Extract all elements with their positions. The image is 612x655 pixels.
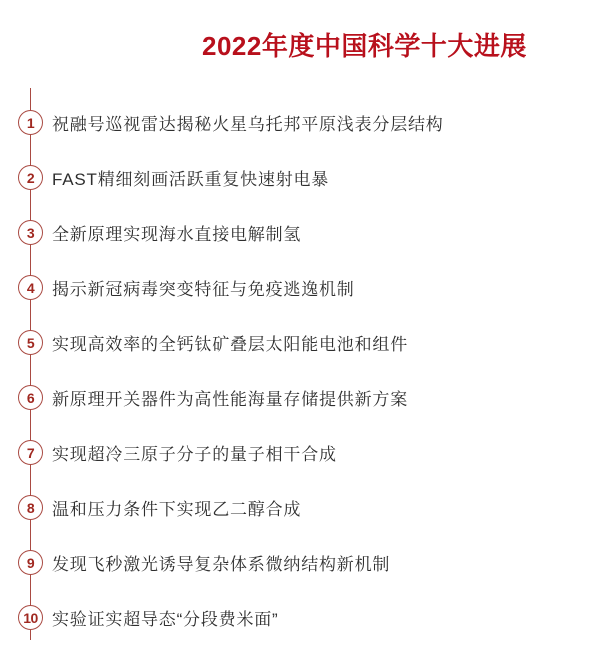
item-text: 祝融号巡视雷达揭秘火星乌托邦平原浅表分层结构 (52, 115, 444, 134)
item-number-badge (18, 550, 43, 575)
item-number-badge (18, 110, 43, 135)
item-text: 揭示新冠病毒突变特征与免疫逃逸机制 (52, 280, 355, 299)
item-text: 新原理开关器件为高性能海量存储提供新方案 (52, 390, 408, 409)
page-title: 2022年度中国科学十大进展 (202, 31, 527, 61)
item-number: 4 (26, 279, 35, 296)
item-number: 6 (26, 389, 35, 406)
item-number-badge (18, 275, 43, 300)
item-number: 3 (26, 224, 35, 241)
list-item (18, 480, 598, 535)
item-number: 9 (26, 554, 35, 571)
item-text: 实现超冷三原子分子的量子相干合成 (52, 445, 337, 464)
item-number-badge (18, 165, 43, 190)
item-number: 7 (26, 444, 35, 461)
item-text: 实验证实超导态“分段费米面” (52, 610, 279, 629)
item-text: 实现高效率的全钙钛矿叠层太阳能电池和组件 (52, 335, 408, 354)
list-item (18, 205, 598, 260)
item-text: 全新原理实现海水直接电解制氢 (52, 225, 302, 244)
item-number-badge (18, 605, 43, 630)
item-number: 5 (26, 334, 35, 351)
list-item (18, 95, 598, 150)
item-number-badge (18, 220, 43, 245)
list-item (18, 370, 598, 425)
item-number: 1 (26, 114, 35, 131)
top10-list (18, 95, 598, 645)
item-number: 10 (23, 609, 38, 626)
item-number-badge (18, 385, 43, 410)
list-item (18, 150, 598, 205)
item-text: FAST精细刻画活跃重复快速射电暴 (52, 170, 330, 189)
list-item (18, 260, 598, 315)
item-number-badge (18, 330, 43, 355)
item-number-badge (18, 440, 43, 465)
item-number: 8 (26, 499, 35, 516)
item-text: 温和压力条件下实现乙二醇合成 (52, 500, 302, 519)
list-item (18, 425, 598, 480)
item-text: 发现飞秒激光诱导复杂体系微纳结构新机制 (52, 555, 391, 574)
item-number: 2 (26, 169, 35, 186)
list-item (18, 315, 598, 370)
list-item (18, 535, 598, 590)
list-item (18, 590, 598, 645)
item-number-badge (18, 495, 43, 520)
